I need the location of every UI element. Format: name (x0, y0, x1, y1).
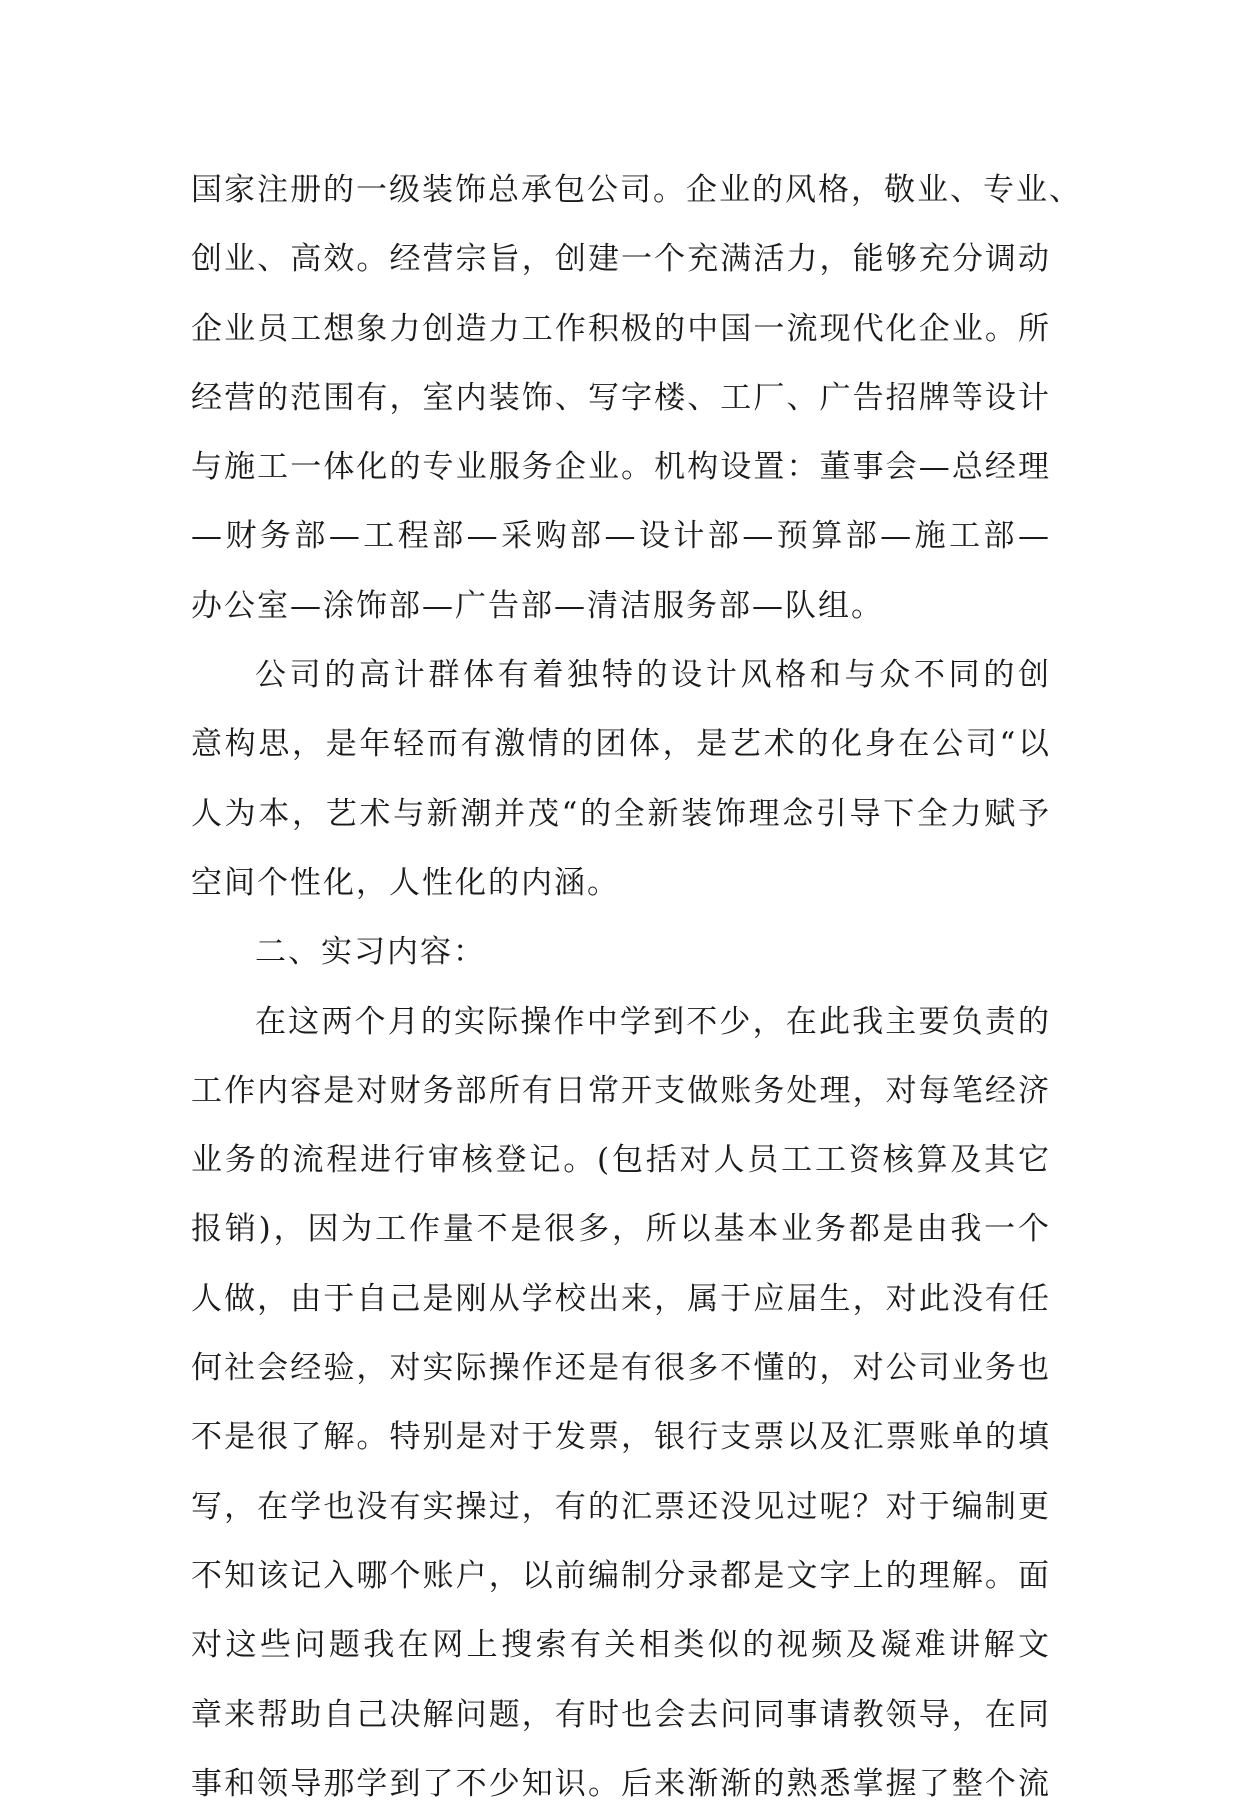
text-line: 报销)，因为工作量不是很多，所以基本业务都是由我一个 (191, 1211, 1051, 1248)
text-line: 人为本，艺术与新潮并茂“的全新装饰理念引导下全力赋予 (191, 795, 1051, 832)
text-line: 不是很了解。特别是对于发票，银行支票以及汇票账单的填 (191, 1419, 1051, 1456)
document-body (191, 156, 1082, 1819)
text-line: 意构思，是年轻而有激情的团体，是艺术的化身在公司“以 (191, 726, 1051, 763)
text-line: 创业、高效。经营宗旨，创建一个充满活力，能够充分调动 (191, 241, 1051, 278)
heading-text: 二、实习内容： (255, 934, 486, 971)
text-line: 不知该记入哪个账户，以前编制分录都是文字上的理解。面 (191, 1557, 1051, 1594)
section-heading (191, 918, 1051, 987)
text-line: 空间个性化，人性化的内涵。 (191, 864, 620, 901)
text-line: 何社会经验，对实际操作还是有很多不懂的，对公司业务也 (191, 1350, 1051, 1387)
text-line: 人做，由于自己是刚从学校出来，属于应届生，对此没有任 (191, 1280, 1051, 1317)
paragraph-company-intro (191, 156, 1082, 641)
text-line: 对这些问题我在网上搜索有关相类似的视频及凝难讲解文 (191, 1627, 1051, 1664)
text-line: 事和领导那学到了不少知识。后来渐渐的熟悉掌握了整个流 (191, 1765, 1051, 1802)
paragraph-internship-content (191, 988, 1051, 1819)
text-line: 工作内容是对财务部所有日常开支做账务处理，对每笔经济 (191, 1072, 1051, 1109)
text-line: 与施工一体化的专业服务企业。机构设置：董事会—总经理 (191, 449, 1051, 486)
text-line: —财务部—工程部—采购部—设计部—预算部—施工部— (191, 518, 1051, 555)
text-line: 企业员工想象力创造力工作积极的中国一流现代化企业。所 (191, 310, 1051, 347)
text-line: 办公室—涂饰部—广告部—清洁服务部—队组。 (191, 587, 884, 624)
text-line: 国家注册的一级装饰总承包公司。企业的风格，敬业、专业、 (191, 172, 1082, 208)
text-line: 经营的范围有，室内装饰、写字楼、工厂、广告招牌等设计 (191, 379, 1051, 416)
text-line: 写，在学也没有实操过，有的汇票还没见过呢？对于编制更 (191, 1488, 1051, 1525)
text-line: 章来帮助自己决解问题，有时也会去问同事请教领导，在同 (191, 1696, 1051, 1733)
text-line: 业务的流程进行审核登记。(包括对人员工工资核算及其它 (191, 1142, 1051, 1179)
text-line: 在这两个月的实际操作中学到不少，在此我主要负责的 (255, 1003, 1051, 1040)
paragraph-design-team (191, 641, 1051, 918)
text-line: 公司的高计群体有着独特的设计风格和与众不同的创 (255, 657, 1051, 694)
